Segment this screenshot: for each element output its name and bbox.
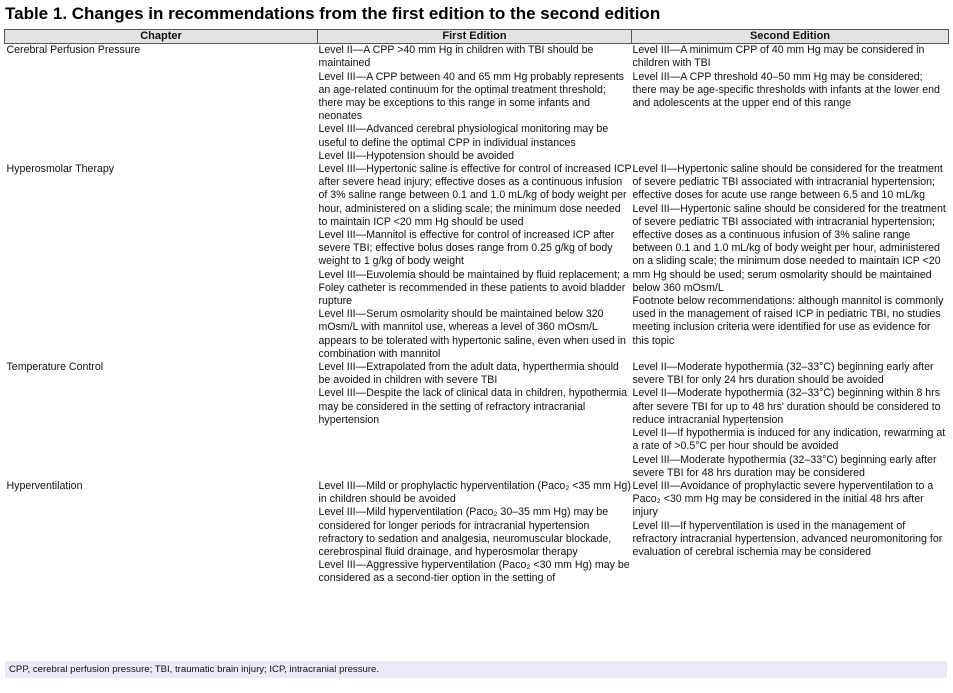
recommendation: Level III—Moderate hypothermia (32–33°C) beginning early after severe TBI for 48 hrs duration may be considered [632,453,937,479]
first-edition-clip [319,480,632,598]
recommendation: Level III—Advanced cerebral physiological monitoring may be useful to define the optimal CPP in individual instances [318,123,609,149]
first-edition-cell [318,480,632,598]
header-chapter: Chapter [5,30,318,44]
header-second-edition: Second Edition [632,30,949,44]
recommendation: Level III—A minimum CPP of 40 mm Hg may be considered in children with TBI [632,44,925,70]
recommendation: Level III—A CPP between 40 and 65 mm Hg probably represents an age-related continuum for the optimal treatment threshold; there may be exceptions to this range in some infants and neonates [318,70,624,123]
recommendation: Level III—Mild hyperventilation (Paco₂ 30–35 mm Hg) may be considered for longer periods for intracranial hypertension refractory to sedation and analgesia, neuromuscular blockade, cerebrospinal fluid drainage, and hyperosmolar therapy [318,506,612,558]
first-edition-cell [318,361,632,480]
second-edition-cell [632,163,949,361]
recommendation: Level III—Aggressive hyperventilation (Paco₂ <30 mm Hg) may be considered as a second-tier option in the setting of [318,559,630,585]
recommendation: Level III—Mannitol is effective for control of increased ICP after severe TBI; effective bolus doses range from 0.25 g/kg of body weight to 1 g/kg of body weight [318,229,615,268]
recommendation: Level III—Serum osmolarity should be maintained below 320 mOsm/L with mannitol use, whereas a level of 360 mOsm/L appears to be tolerated with hypertonic saline, even when used in combination with mannitol [318,308,626,360]
recommendation: Level III—Hypertonic saline should be considered for the treatment of severe pediatric TBI associated with intracranial hypertension; effective doses as a continuous infusion of 3% saline range between 0.1 and 1.0 mL/kg of body weight per hour, administered on a sliding scale; the minimum dose needed to maintain ICP <20 mm Hg should be used; serum osmolarity should be maintained below 360 mOsm/L [632,202,946,294]
recommendation: Level III—Mild or prophylactic hyperventilation (Paco₂ <35 mm Hg) in children should be avoided [318,479,631,506]
recommendation: Level II—Moderate hypothermia (32–33°C) beginning early after severe TBI for only 24 hrs duration should be avoided [632,361,934,387]
chapter-cell: Temperature Control [6,361,104,374]
recommendation: Level II—Moderate hypothermia (32–33°C) beginning within 8 hrs after severe TBI for up to 48 hrs' duration should be considered to reduce intracranial hypertension [632,387,941,426]
table-title: Table 1. Changes in recommendations from the first edition to the second edition [5,4,661,23]
table-row [5,361,949,480]
chapter-cell: Cerebral Perfusion Pressure [6,44,141,57]
second-edition-cell [632,44,949,163]
recommendation: Level III—Avoidance of prophylactic severe hyperventilation to a Paco₂ <30 mm Hg may be considered in the initial 48 hrs after injury [632,479,934,519]
table-row [5,163,949,361]
table-footnote: CPP, cerebral perfusion pressure; TBI, traumatic brain injury; ICP, intracranial pressure. [5,661,947,678]
chapter-cell: Hyperosmolar Therapy [6,163,115,176]
first-edition-cell [318,163,632,361]
header-row [5,30,949,44]
recommendation: Footnote below recommendations: although mannitol is commonly used in the management of raised ICP in pediatric TBI, no studies meeting inclusion criteria were identified for use as evidence for this topic [632,295,944,347]
second-edition-cell [632,361,949,480]
recommendation: Level II—A CPP >40 mm Hg in children with TBI should be maintained [318,44,594,70]
recommendation: Level III—Hypertonic saline is effective for control of increased ICP after severe head injury; effective doses as a continuous infusion of 3% saline range between 0.1 and 1.0 mL/kg of body weight per hour, administered on a sliding scale; the minimum dose needed to maintain ICP <20 mm Hg should be used [318,163,632,228]
recommendation: Level III—If hyperventilation is used in the management of refractory intracranial hypertension, advanced neuromonitoring for evaluation of cerebral ischemia may be considered [632,519,943,558]
header-first-edition: First Edition [318,30,632,44]
first-edition-cell [318,44,632,163]
recommendation: Level III—Despite the lack of clinical data in children, hypothermia may be considered in the setting of refractory intracranial hypertension [318,387,628,426]
second-edition-cell [632,480,949,598]
table-row [5,44,949,163]
recommendation: Level III—Euvolemia should be maintained by fluid replacement; a Foley catheter is recommended in these patients to avoid bladder rupture [318,268,629,308]
recommendation: Level II—If hypothermia is induced for any indication, rewarming at a rate of >0.5°C per hour should be avoided [632,427,946,453]
recommendation: Level III—Extrapolated from the adult data, hyperthermia should be avoided in children with severe TBI [318,361,619,387]
table-row [5,480,949,598]
recommendation: Level III—A CPP threshold 40–50 mm Hg may be considered; there may be age-specific thresholds with infants at the lower end and adolescents at the upper end of this range [632,70,940,110]
recommendation: Level II—Hypertonic saline should be considered for the treatment of severe pediatric TBI associated with intracranial hypertension; effective doses for acute use range between 6.5 and 10 mL/kg [632,163,943,202]
chapter-cell: Hyperventilation [6,479,83,492]
recommendation: Level III—Hypotension should be avoided [318,149,515,162]
recommendations-table [4,29,949,598]
